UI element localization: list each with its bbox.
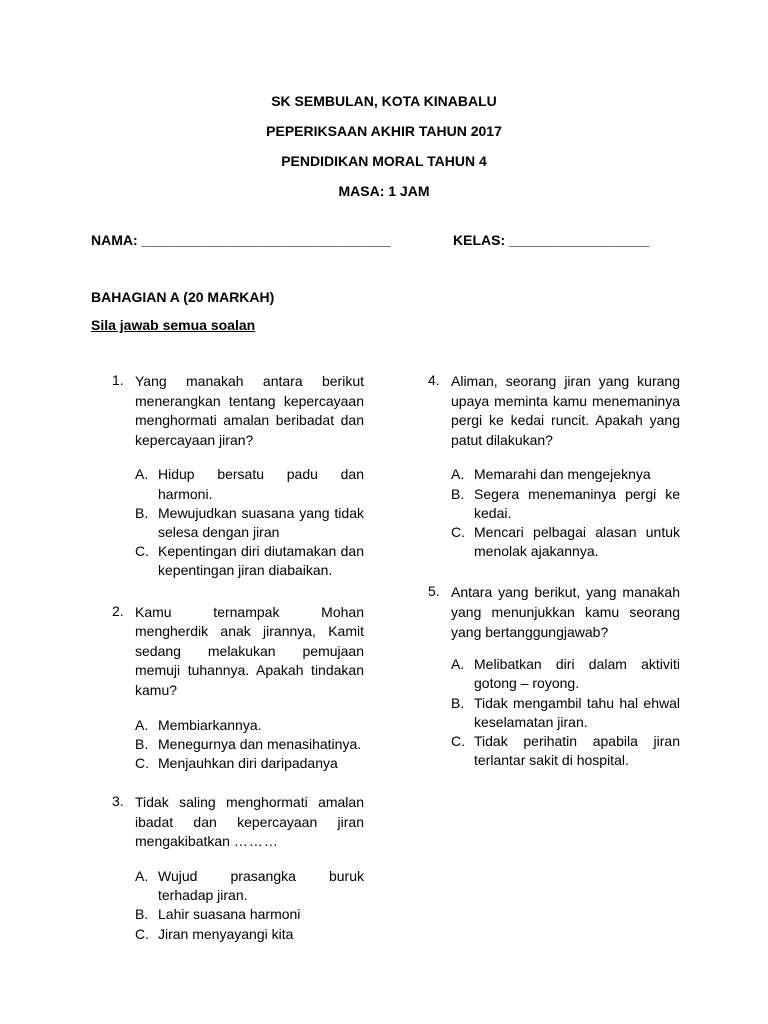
question-number: 5. [428,583,440,600]
options-list [451,465,680,561]
option-letter: C. [135,543,149,560]
question-5 [428,583,680,770]
question-4 [428,372,680,561]
option-text: Tidak perihatin apabila jiran terlantar sakit di hospital. [474,732,680,769]
option-a [135,716,364,735]
question-text: Kamu ternampak Mohan mengherdik anak jirannya, Kamit sedang melakukan pemujaan memuji tuhannya. Apakah tindakan kamu? [135,603,364,698]
option-a [451,465,680,484]
option-letter: A. [135,716,149,733]
option-text: Hidup bersatu padu dan harmoni. [158,466,364,502]
question-text: Antara yang berikut, yang manakah yang menunjukkan kamu seorang yang bertanggungjawab? [451,584,680,640]
options-list [135,716,364,774]
question-text: Yang manakah antara berikut menerangkan tentang kepercayaan menghormati amalan beribadat dan kepercayaan jiran? [135,373,364,448]
option-b [451,485,680,523]
exam-header [0,92,768,212]
question-text: Tidak saling menghormati amalan ibadat dan kepercayaan jiran [135,794,364,830]
option-letter: A. [451,656,465,673]
option-text: Segera menemaninya pergi ke kedai. [474,485,680,521]
question-number: 1. [112,372,124,388]
option-a [135,867,364,905]
exam-duration: MASA: 1 JAM [338,183,430,199]
option-letter: B. [135,504,149,521]
options-list [135,465,364,580]
exam-title: PEPERIKSAAN AKHIR TAHUN 2017 [266,123,502,139]
subject-title: PENDIDIKAN MORAL TAHUN 4 [281,153,487,169]
option-b [135,504,364,542]
option-text: Menegurnya dan menasihatinya. [158,735,362,752]
question-number: 4. [428,372,440,388]
option-text: Mewujudkan suasana yang tidak selesa dengan jiran [158,504,364,540]
option-c [451,732,680,770]
school-name: SK SEMBULAN, KOTA KINABALU [271,93,497,109]
option-c [135,754,364,773]
option-letter: C. [451,523,465,540]
option-a [451,655,680,693]
right-column [428,372,680,770]
option-text: Tidak mengambil tahu hal ehwal keselamatan jiran. [474,694,680,730]
question-text-tail: mengakibatkan [135,833,230,850]
question-1 [112,372,364,581]
question-2 [112,603,364,774]
option-text: Lahir suasana harmoni [158,906,301,923]
option-c [135,542,364,580]
section-instruction: Sila jawab semua soalan [91,317,256,333]
name-field[interactable]: NAMA: ________________________________ [91,232,391,248]
option-a [135,465,364,503]
option-text: Memarahi dan mengejeknya [474,466,651,483]
option-text: Menjauhkan diri daripadanya [158,754,338,771]
option-b [135,735,364,754]
option-c [135,925,364,944]
option-letter: C. [135,925,149,942]
option-letter: B. [451,485,465,502]
option-letter: C. [135,754,149,771]
question-text: Aliman, seorang jiran yang kurang upaya meminta kamu menemaninya pergi ke kedai runcit. Apakah yang patut dilakukan? [451,373,680,448]
option-letter: A. [135,466,149,483]
option-text: Jiran menyayangi kita [158,925,294,942]
question-text-end [135,832,364,852]
option-b [135,905,364,924]
question-3 [112,793,364,944]
option-letter: B. [451,694,465,711]
section-title: BAHAGIAN A (20 MARKAH) [91,289,275,305]
question-number: 2. [112,602,124,619]
option-letter: A. [451,466,465,483]
option-text: Melibatkan diri dalam aktiviti gotong – royong. [474,656,680,692]
option-b [451,694,680,732]
option-letter: A. [135,867,149,884]
option-c [451,523,680,561]
option-text: Membiarkannya. [158,716,262,733]
options-list [451,655,680,770]
question-number: 3. [112,793,124,810]
option-letter: C. [451,732,465,749]
options-list [135,867,364,944]
option-text: Mencari pelbagai alasan untuk menolak ajakannya. [474,523,680,560]
option-text: Kepentingan diri diutamakan dan kepentingan jiran diabaikan. [158,543,364,579]
option-letter: B. [135,735,149,752]
answer-dots: ……… [233,833,279,850]
option-text: Wujud prasangka buruk terhadap jiran. [158,867,364,904]
left-column [112,372,364,944]
option-letter: B. [135,906,149,923]
class-field[interactable]: KELAS: __________________ [453,232,650,248]
